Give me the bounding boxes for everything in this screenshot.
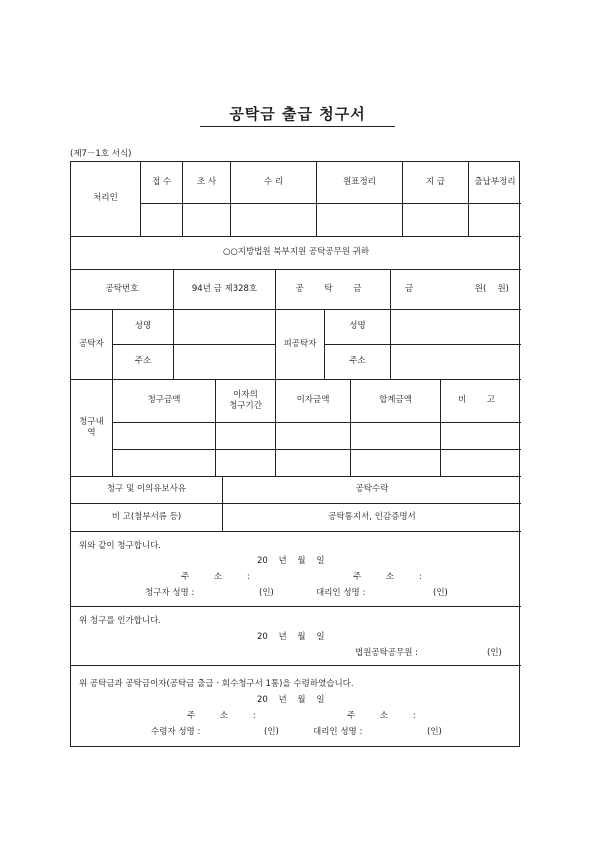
remarks-value[interactable]: 공탁통지서, 인감증명서 xyxy=(223,504,521,532)
claimant-seal: (인) xyxy=(259,588,274,598)
claim-header-amount: 청구금액 xyxy=(113,380,216,423)
reason-label: 청구 및 이의유보사유 xyxy=(71,477,223,504)
claim-statement-date: 20 년 월 일 xyxy=(257,556,325,566)
processing-label: 처리인 xyxy=(71,162,141,237)
deposit-amount-label xyxy=(276,270,391,310)
processing-header-accept: 수 리 xyxy=(231,162,317,204)
claim-agent-name-label: 대리인 성명 : xyxy=(316,588,366,598)
claim-header-remarks-text: 비 고 xyxy=(457,395,505,406)
claimant-name-label: 청구자 성명 : xyxy=(145,588,195,598)
depositor-name-label: 성명 xyxy=(113,310,174,345)
processing-header-ledger: 원표정리 xyxy=(317,162,403,204)
processing-header-payment: 지 급 xyxy=(403,162,469,204)
processing-header-cashbook: 출납부정리 xyxy=(469,162,521,204)
processing-header-investigate: 조 사 xyxy=(183,162,231,204)
deposit-number-value[interactable]: 94년 금 제328호 xyxy=(174,270,276,310)
claim-agent-seal: (인) xyxy=(433,588,448,598)
receipt-date: 20 년 월 일 xyxy=(257,695,325,705)
processing-field-payment[interactable] xyxy=(403,204,469,237)
reason-value[interactable]: 공탁수락 xyxy=(223,477,521,504)
claim-row1-amount[interactable] xyxy=(113,423,216,450)
depositor-address-label: 주소 xyxy=(113,345,174,380)
receipt-address-left: 주 소 : xyxy=(187,711,256,721)
processing-field-ledger[interactable] xyxy=(317,204,403,237)
deposit-number-label: 공탁번호 xyxy=(71,270,174,310)
depositee-address-label: 주소 xyxy=(325,345,391,380)
receipt-agent-seal: (인) xyxy=(427,727,442,737)
claim-statement-section xyxy=(71,532,521,607)
deposit-amount-prefix: 금 xyxy=(405,283,414,294)
claim-label: 청구내역 xyxy=(71,380,113,477)
deposit-amount-field[interactable] xyxy=(391,270,521,310)
depositor-label: 공탁자 xyxy=(71,310,113,380)
deposit-amount-label-text: 공 탁 금 xyxy=(295,283,371,294)
processing-header-receive: 접 수 xyxy=(141,162,183,204)
receipt-address-right: 주 소 : xyxy=(347,711,416,721)
processing-field-cashbook[interactable] xyxy=(469,204,521,237)
processing-field-accept[interactable] xyxy=(231,204,317,237)
receipt-statement-text: 위 공탁금과 공탁금이자(공탁금 출급ㆍ회수청구서 1통)을 수령하였습니다. xyxy=(79,679,354,689)
depositor-name-field[interactable] xyxy=(174,310,276,345)
depositee-label: 피공탁자 xyxy=(276,310,325,380)
claim-row2-remarks[interactable] xyxy=(441,450,521,477)
form-number: (제7－1호 서식) xyxy=(70,149,132,159)
claim-address-left: 주 소 : xyxy=(181,572,250,582)
claim-statement-text: 위와 같이 청구합니다. xyxy=(79,541,162,551)
title-underline xyxy=(200,126,395,127)
claim-row1-period[interactable] xyxy=(216,423,276,450)
claim-row1-interest[interactable] xyxy=(276,423,351,450)
claim-header-interest-amount: 이자금액 xyxy=(276,380,351,423)
processing-field-receive[interactable] xyxy=(141,204,183,237)
approval-date: 20 년 월 일 xyxy=(257,632,325,642)
receiver-seal: (인) xyxy=(264,727,279,737)
claim-row2-interest[interactable] xyxy=(276,450,351,477)
remarks-label: 비 고(첨부서류 등) xyxy=(71,504,223,532)
claim-form xyxy=(70,161,520,747)
claim-header-total: 합계금액 xyxy=(351,380,441,423)
approval-statement-text: 위 청구를 인가합니다. xyxy=(79,616,162,626)
depositor-address-field[interactable] xyxy=(174,345,276,380)
claim-row2-period[interactable] xyxy=(216,450,276,477)
approval-seal: (인) xyxy=(487,648,502,658)
approval-section xyxy=(71,607,521,666)
claim-header-remarks xyxy=(441,380,521,423)
addressee-line: ○○지방법원 북부지원 공탁공무원 귀하 xyxy=(71,237,521,270)
claim-address-right: 주 소 : xyxy=(353,572,422,582)
claim-row1-remarks[interactable] xyxy=(441,423,521,450)
claim-header-interest-period: 이자의 청구기간 xyxy=(216,380,276,423)
depositee-name-label: 성명 xyxy=(325,310,391,345)
approval-officer-label: 법원공탁공무원 : xyxy=(355,648,419,658)
deposit-amount-suffix: 원( 원) xyxy=(474,283,509,294)
depositee-address-field[interactable] xyxy=(391,345,521,380)
claim-row2-amount[interactable] xyxy=(113,450,216,477)
claim-row2-total[interactable] xyxy=(351,450,441,477)
receipt-section xyxy=(71,666,521,746)
claim-row1-total[interactable] xyxy=(351,423,441,450)
receiver-name-label: 수령자 성명 : xyxy=(151,727,201,737)
receipt-agent-name-label: 대리인 성명 : xyxy=(313,727,363,737)
processing-field-investigate[interactable] xyxy=(183,204,231,237)
document-title: 공탁금 출급 청구서 xyxy=(229,105,366,123)
depositee-name-field[interactable] xyxy=(391,310,521,345)
